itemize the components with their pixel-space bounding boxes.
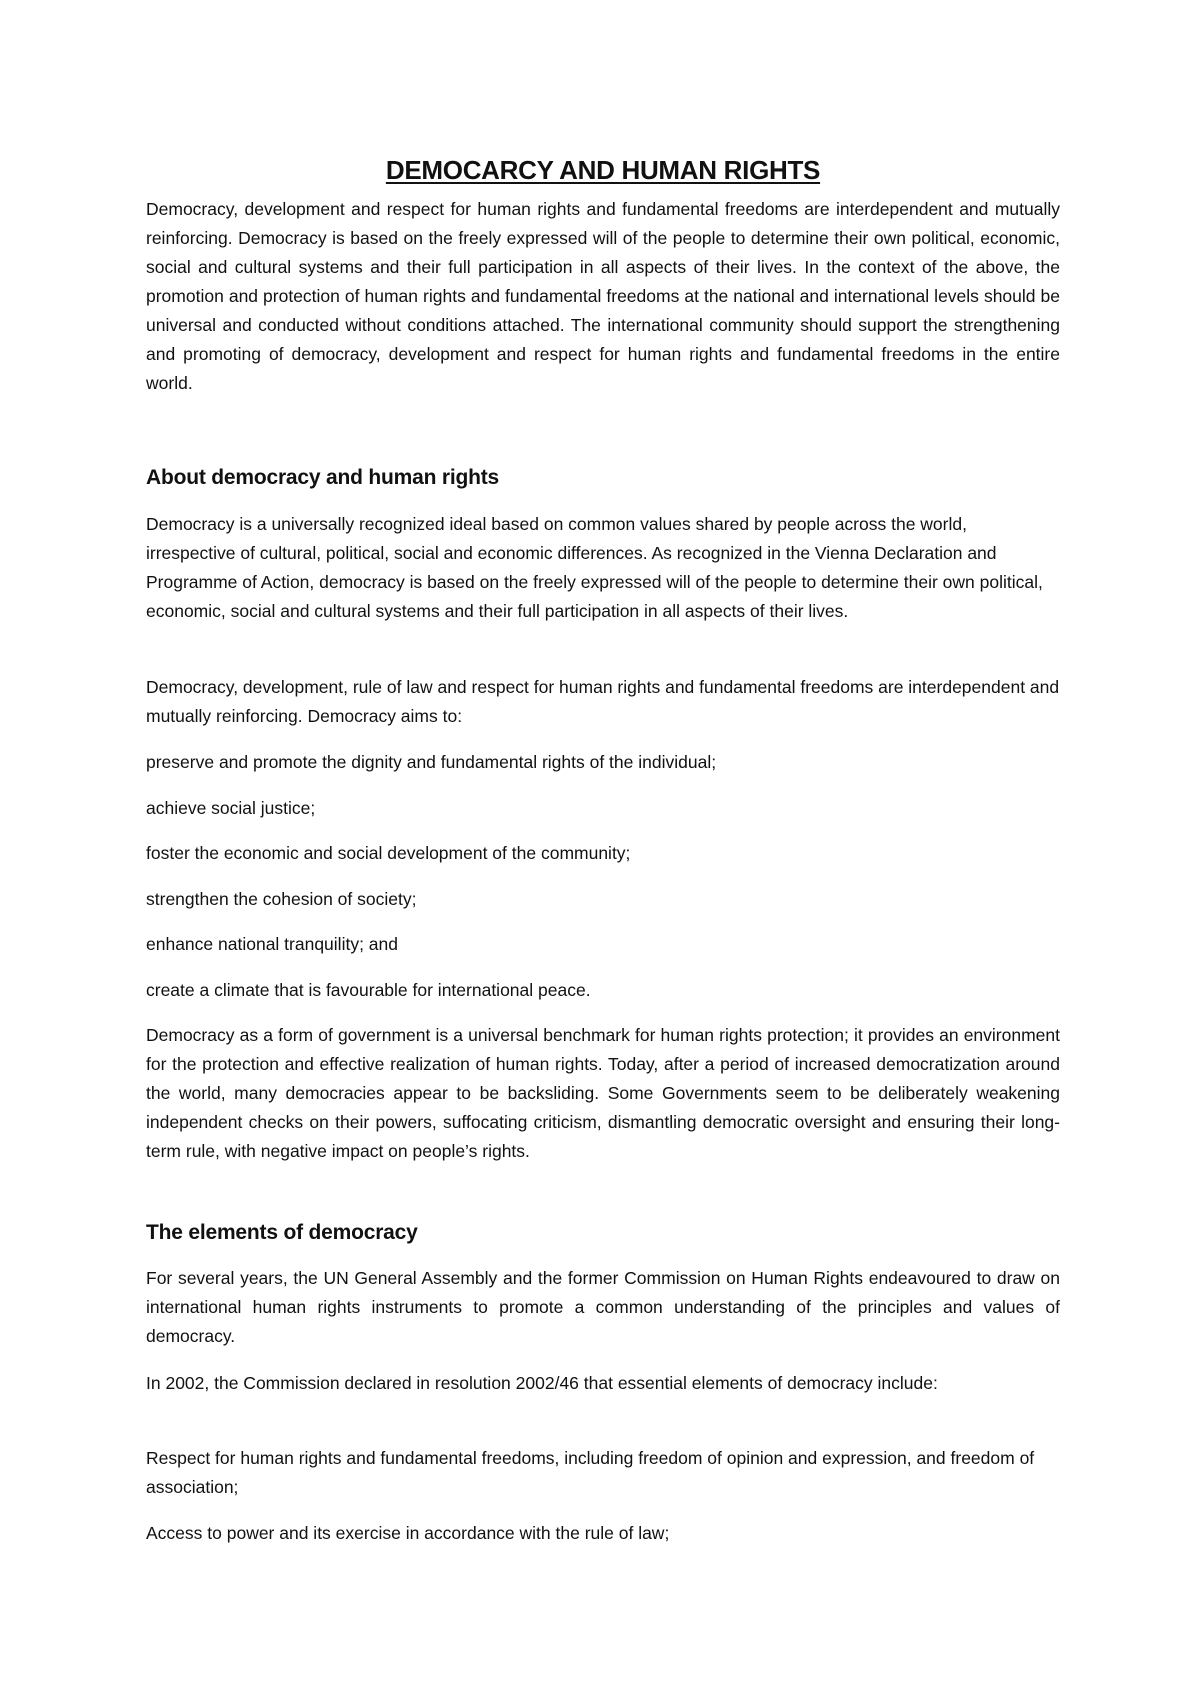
section-heading-about: About democracy and human rights (146, 466, 499, 489)
aim-item: foster the economic and social development of the community; (146, 843, 631, 863)
about-paragraph-3: Democracy as a form of government is a universal benchmark for human rights protection; it provides an environment for the protection and effective realization of human rights. Today, after a period of increased democratization around the world, many democracies appear to be backsliding. Some Governments seem to be deliberately weakening independent checks on their powers, suffocating criticism, dismantling democratic oversight and ensuring their long-term rule, with negative impact on people’s rights. (146, 1025, 1060, 1161)
aim-item: preserve and promote the dignity and fundamental rights of the individual; (146, 752, 717, 772)
elements-paragraph-2: In 2002, the Commission declared in resolution 2002/46 that essential elements of democracy include: (146, 1373, 938, 1393)
aim-item: enhance national tranquility; and (146, 934, 398, 954)
about-paragraph-2: Democracy, development, rule of law and respect for human rights and fundamental freedoms are interdependent and mutually reinforcing. Democracy aims to: (146, 677, 1060, 726)
intro-paragraph: Democracy, development and respect for human rights and fundamental freedoms are interdependent and mutually reinforcing. Democracy is based on the freely expressed will of the people to determine their own political, economic, social and cultural systems and their full participation in all aspects of their lives. In the context of the above, the promotion and protection of human rights and fundamental freedoms at the national and international levels should be universal and conducted without conditions attached. The international community should support the strengthening and promoting of democracy, development and respect for human rights and fundamental freedoms in the entire world. (146, 199, 1060, 393)
element-item: Access to power and its exercise in accordance with the rule of law; (146, 1523, 670, 1543)
section-heading-elements: The elements of democracy (146, 1221, 418, 1244)
element-item: Respect for human rights and fundamental freedoms, including freedom of opinion and expression, and freedom of association; (146, 1448, 1035, 1497)
about-paragraph-1: Democracy is a universally recognized ideal based on common values shared by people across the world, irrespective of cultural, political, social and economic differences. As recognized in the Vienna Declaration and Programme of Action, democracy is based on the freely expressed will of the people to determine their own political, economic, social and cultural systems and their full participation in all aspects of their lives. (146, 514, 1043, 621)
aim-item: create a climate that is favourable for international peace. (146, 980, 591, 1000)
aim-item: achieve social justice; (146, 798, 316, 818)
aim-item: strengthen the cohesion of society; (146, 889, 417, 909)
elements-paragraph-1: For several years, the UN General Assembly and the former Commission on Human Rights endeavoured to draw on international human rights instruments to promote a common understanding of the principles and values of democracy. (146, 1268, 1060, 1346)
document-title: DEMOCARCY AND HUMAN RIGHTS (385, 155, 821, 185)
